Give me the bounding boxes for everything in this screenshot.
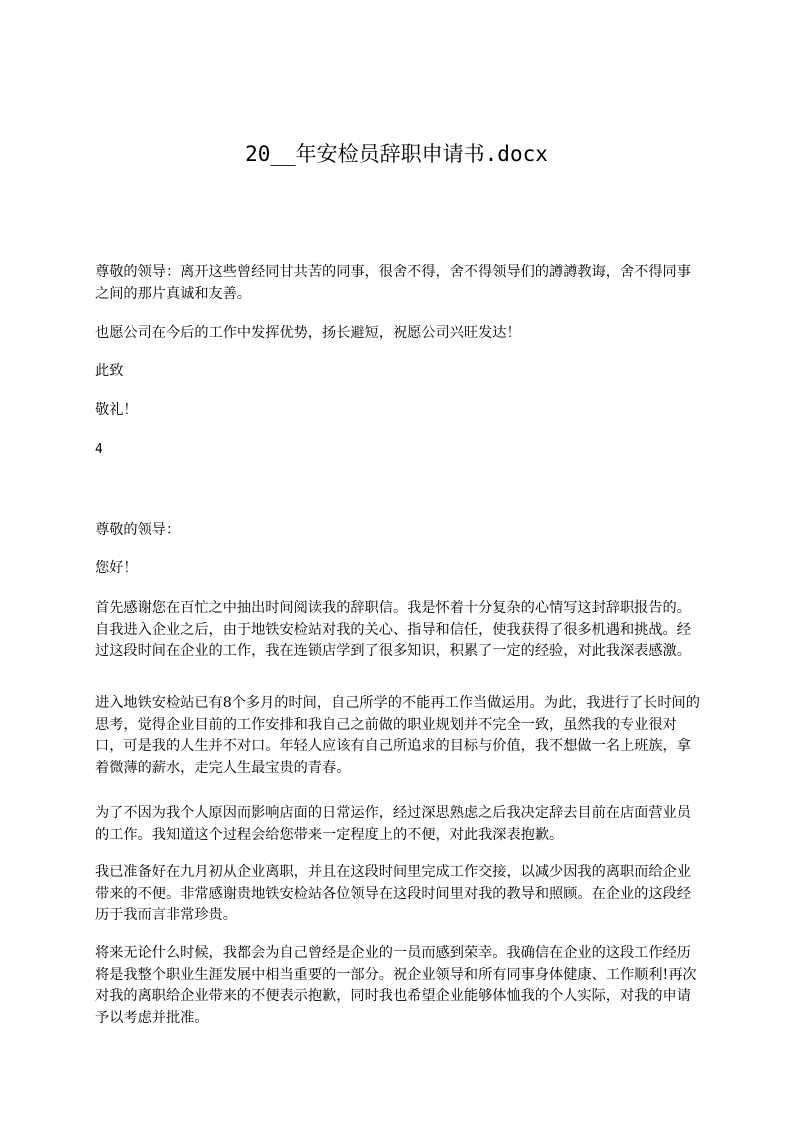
paragraph-salutation: 尊敬的领导： [95, 522, 181, 538]
paragraph-handover: 我已准备好在九月初从企业离职，并且在这段时间里完成工作交接，以减少因我的离职而给企业带来的不便。非常感谢贵地铁安检站各位领导在这段时间里对我的教导和照顾。在企业的这段经历于我而言非常珍贵。 [95, 864, 691, 923]
page-number: 4 [95, 442, 103, 457]
paragraph-cizhi: 此致 [95, 363, 124, 379]
paragraph-wishes: 也愿公司在今后的工作中发挥优势，扬长避短，祝愿公司兴旺发达！ [95, 325, 521, 341]
paragraph-decision: 为了不因为我个人原因而影响店面的日常运作，经过深思熟虑之后我决定辞去目前在店面营业员的工作。我知道这个过程会给您带来一定程度上的不便，对此我深表抱歉。 [95, 805, 691, 843]
paragraph-jingli: 敬礼！ [95, 402, 138, 418]
paragraph-reason: 进入地铁安检站已有8个多月的时间，自己所学的不能再工作当做运用。为此，我进行了长时间的思考，觉得企业目前的工作安排和我自己之前做的职业规划并不完全一致，虽然我的专业很对口，可是我的人生并不对口。年轻人应该有自己所追求的目标与价值，我不想做一名上班族，拿着微薄的薪水，走完人生最宝贵的青春。 [95, 695, 700, 776]
paragraph-closing: 将来无论什么时候，我都会为自己曾经是企业的一员而感到荣幸。我确信在企业的这段工作经历将是我整个职业生涯发展中相当重要的一部分。祝企业领导和所有同事身体健康、工作顺利!再次对我的离职给企业带来的不便表示抱歉，同时我也希望企业能够体恤我的个人实际，对我的申请予以考虑并批准。 [95, 945, 697, 1026]
paragraph-farewell: 尊敬的领导：离开这些曾经同甘共苦的同事，很舍不得，舍不得领导们的譐譐教诲，舍不得同事之间的那片真诚和友善。 [95, 264, 691, 302]
paragraph-greeting: 您好！ [95, 560, 138, 576]
document-title: 20__年安检员辞职申请书.docx [245, 142, 548, 166]
paragraph-thanks: 首先感谢您在百忙之中抽出时间阅读我的辞职信。我是怀着十分复杂的心情写这封辞职报告的。自我进入企业之后，由于地铁安检站对我的关心、指导和信任，使我获得了很多机遇和挑战。经过这段时间在企业的工作，我在连锁店学到了很多知识，积累了一定的经验，对此我深表感激。 [95, 600, 691, 659]
